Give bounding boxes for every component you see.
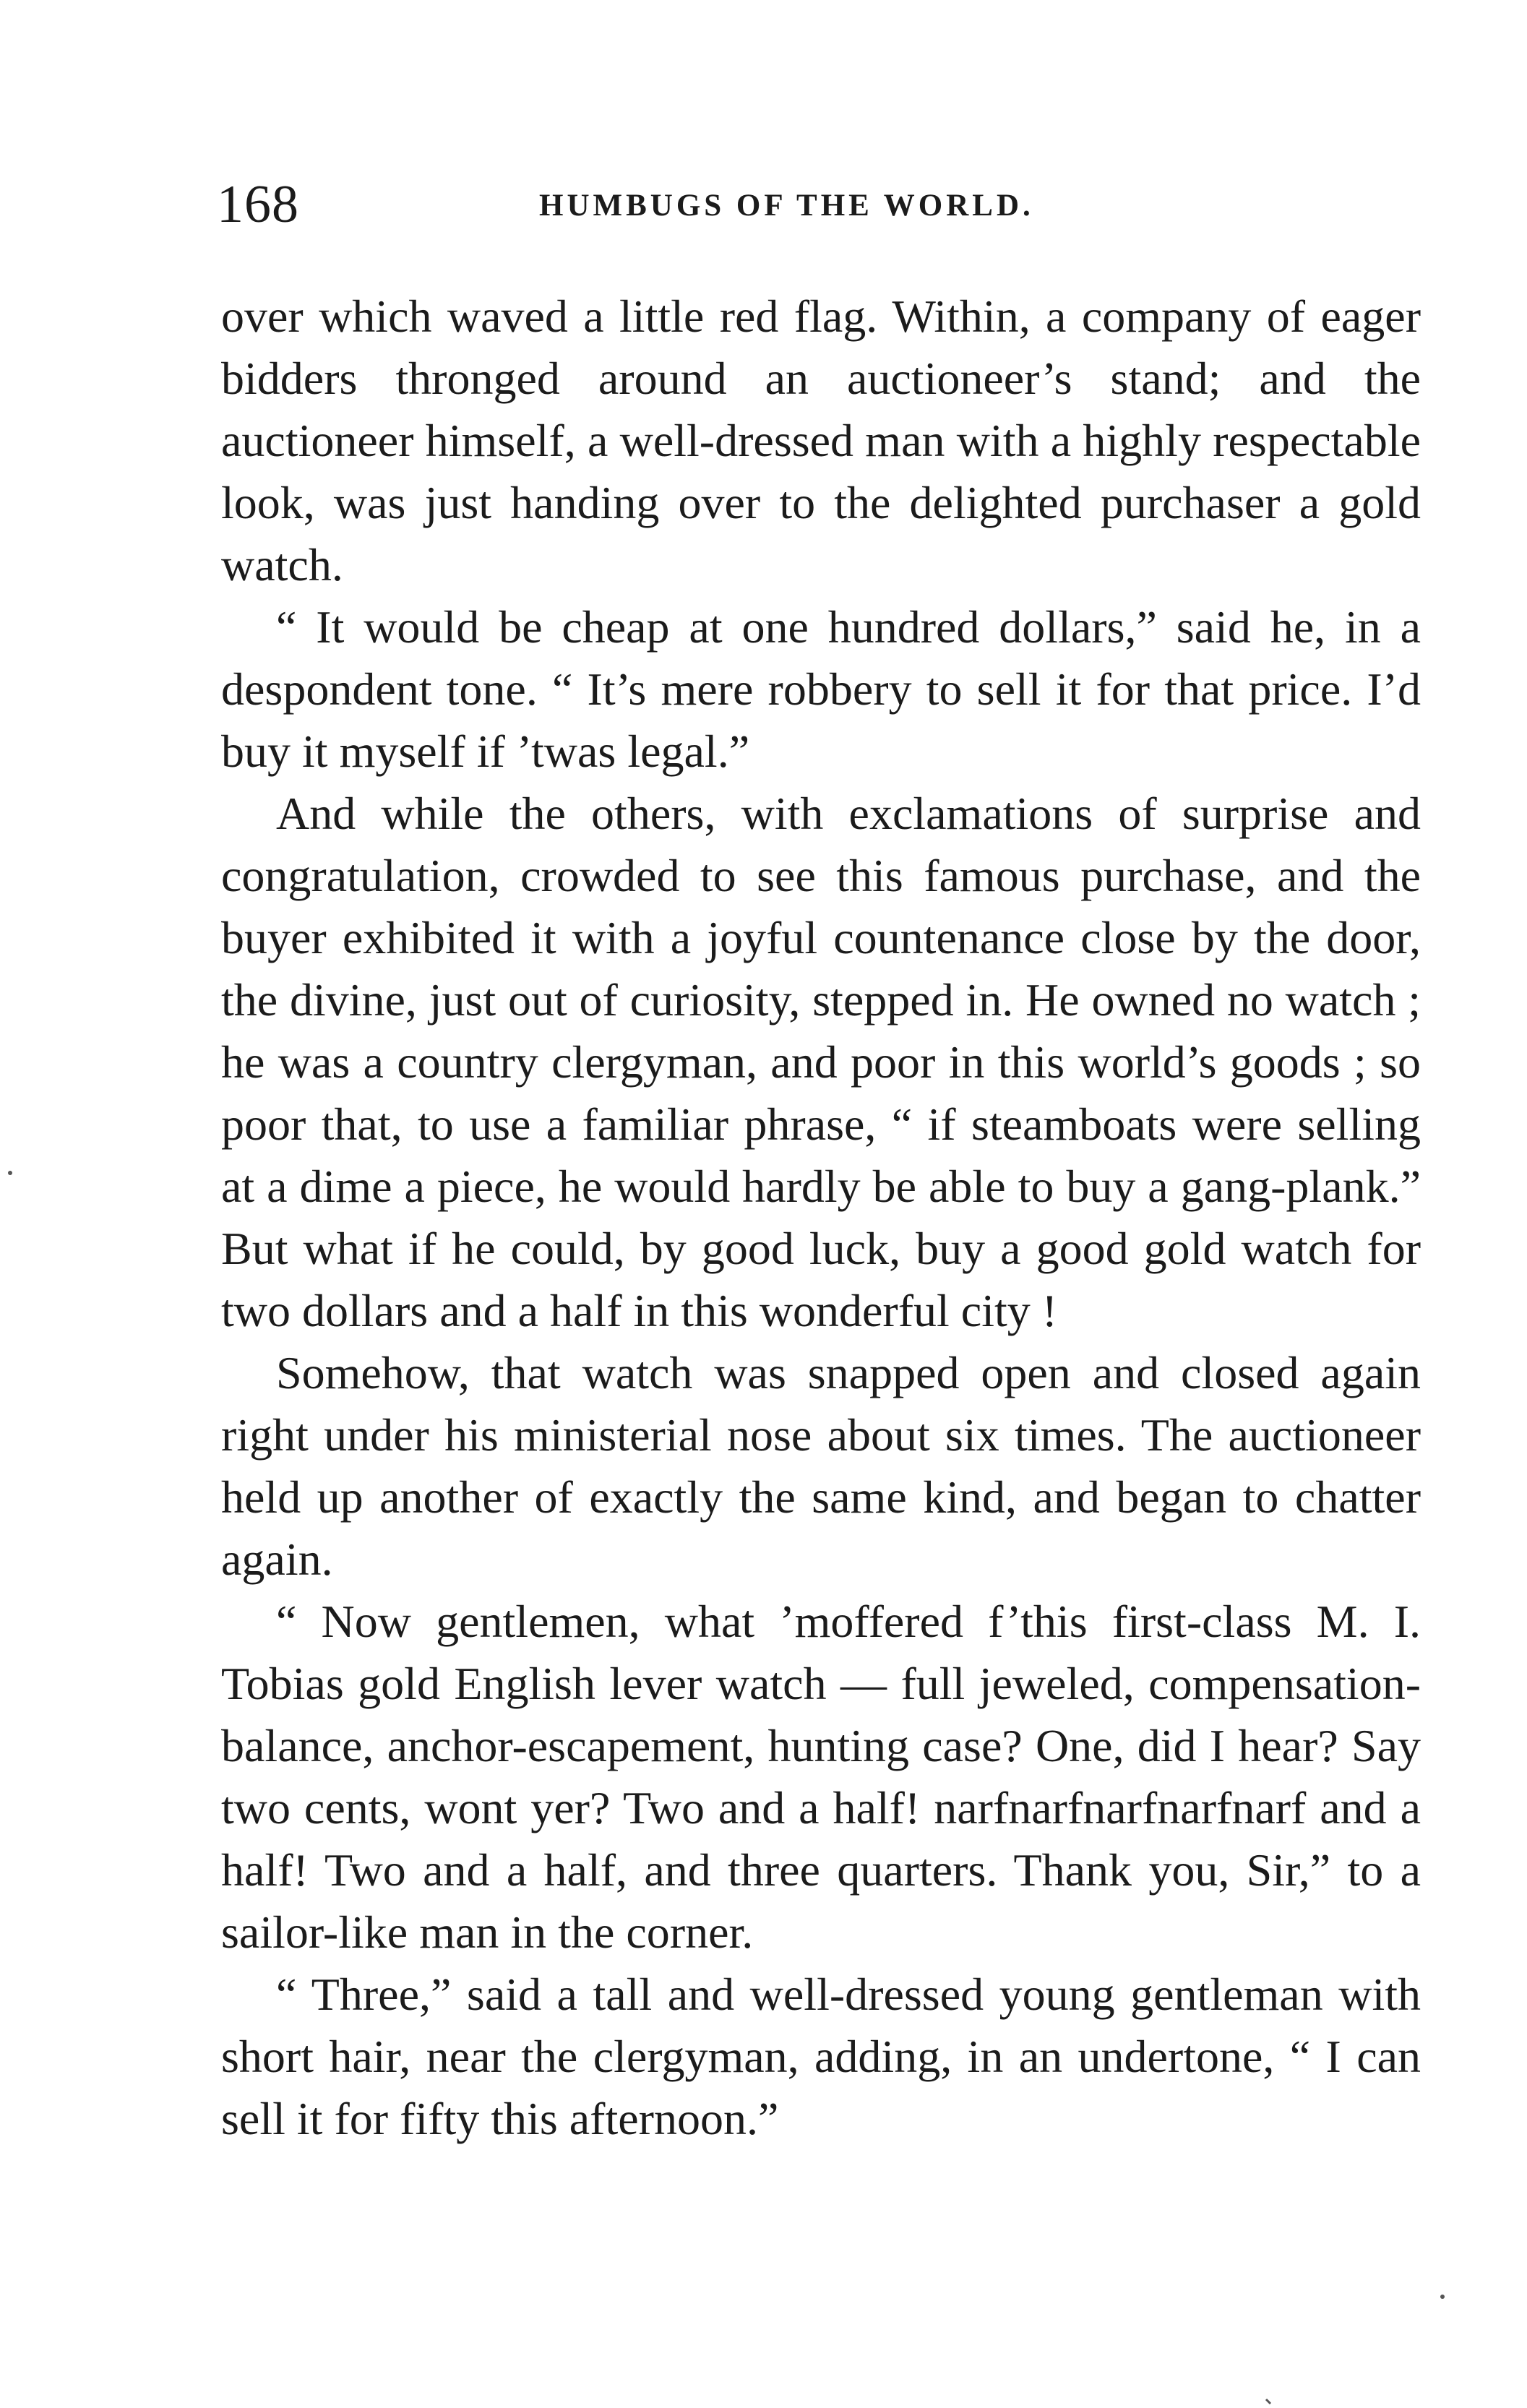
paragraph-3: And while the others, with exclamations of surprise and congratulation, crowded to see this famous purchase, and the buyer exhibited it with a joyful countenance close by the door, the divine, just out of curiosity, stepped in. He owned no watch ; he was a country clergyman, and poor in this world’s goods ; so poor that, to use a familiar phrase, “ if steamboats were selling at a dime a piece, he would hardly be able to buy a gang-plank.” But what if he could, by good luck, buy a good gold watch for two dollars and a half in this wonderful city ! [221, 788, 1421, 1336]
body-text [221, 285, 1421, 2150]
paragraph-1: over which waved a little red flag. Within, a company of eager bidders thronged around an auctioneer’s stand; and the auctioneer himself, a well-dressed man with a highly respectable look, was just handing over to the delighted purchaser a gold watch. [221, 291, 1421, 590]
ink-speck [8, 1171, 12, 1175]
ink-speck [1266, 2399, 1270, 2404]
running-title: HUMBUGS OF THE WORLD. [539, 189, 1034, 223]
ink-speck [1440, 2295, 1445, 2299]
paragraph-5: “ Now gentlemen, what ’moffered f’this first-class M. I. Tobias gold English lever watch — full jeweled, compensation-balance, anchor-escapement, hunting case? One, did I hear? Say two cents, wont yer? Two and a half! narfnarfnarfnarfnarf and a half! Two and a half, and three quarters. Thank you, Sir,” to a sailor-like man in the corner. [221, 1596, 1421, 1958]
running-head [217, 172, 1416, 237]
paragraph-6: “ Three,” said a tall and well-dressed young gentleman with short hair, near the clergyman, adding, in an undertone, “ I can sell it for fifty this afternoon.” [221, 1969, 1421, 2144]
page-number: 168 [217, 175, 299, 234]
paragraph-2: “ It would be cheap at one hundred dollars,” said he, in a despondent tone. “ It’s mere robbery to sell it for that price. I’d buy it myself if ’twas legal.” [221, 601, 1421, 777]
paragraph-4: Somehow, that watch was snapped open and closed again right under his ministerial nose about six times. The auctioneer held up another of exactly the same kind, and began to chatter again. [221, 1347, 1421, 1585]
